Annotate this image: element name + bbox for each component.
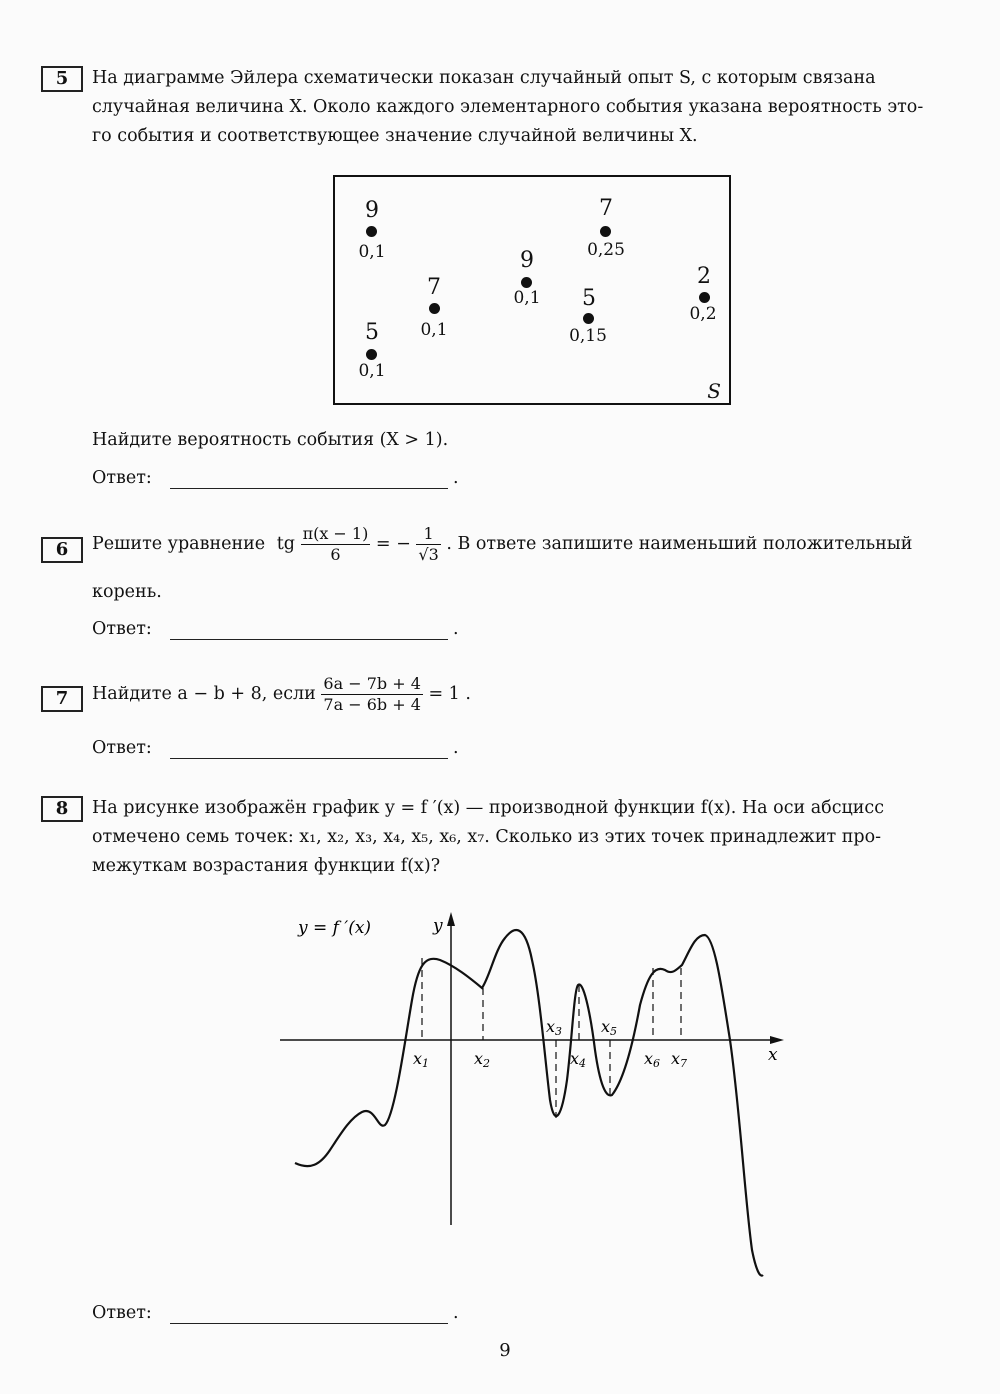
event-prob: 0,15 (569, 326, 607, 346)
problem-8-line1: На рисунке изображён график y = f ′(x) — производной функции f(x). На оси абсцисс (92, 798, 885, 818)
event-prob: 0,25 (587, 240, 625, 260)
rhs-numerator: 1 (416, 524, 440, 545)
problem-5-number: 5 (41, 66, 83, 92)
problem-7-answer-label: Ответ: (92, 738, 152, 758)
event-prob: 0,1 (513, 288, 541, 308)
problem-5-line1: На диаграмме Эйлера схематически показан случайный опыт S, с которым связана (92, 68, 876, 88)
event-prob: 0,2 (689, 304, 717, 324)
problem-8-answer-label: Ответ: (92, 1303, 152, 1323)
fraction-denominator: 6 (330, 545, 341, 564)
event-value: 2 (697, 264, 711, 289)
problem-6-answer-label: Ответ: (92, 619, 152, 639)
point-label-x7: x7 (671, 1049, 688, 1070)
event-value: 5 (365, 320, 379, 345)
equals-sign: = − (375, 534, 411, 554)
problem-5-line2: случайная величина X. Около каждого элементарного события указана вероятность это- (92, 97, 924, 117)
point-label-x6: x6 (644, 1049, 661, 1070)
event-value: 7 (427, 275, 441, 300)
tg-symbol: tg (276, 534, 295, 554)
derivative-curve (295, 930, 763, 1276)
event-prob: 0,1 (358, 242, 386, 262)
problem-6-line2: корень. (92, 582, 162, 602)
fraction-numerator: 6a − 7b + 4 (323, 674, 421, 693)
diagram-label-s: S (707, 379, 721, 403)
x-axis-arrow (770, 1036, 784, 1044)
page-number: 9 (499, 1340, 511, 1361)
rhs-denominator: √3 (418, 545, 439, 564)
y-axis-label: y (433, 916, 443, 936)
problem-6-number: 6 (41, 537, 83, 563)
problem-8-line2: отмечено семь точек: x₁, x₂, x₃, x₄, x₅, x₆, x₇. Сколько из этих точек принадлежит про- (92, 827, 882, 847)
problem-5-question: Найдите вероятность события (X > 1). (92, 430, 449, 450)
point-label-x1: x1 (413, 1049, 430, 1070)
fraction-numerator: π(x − 1) (302, 524, 369, 543)
problem-6-text-start: Решите уравнение (92, 534, 266, 554)
problem-6-answer-dot: . (453, 619, 459, 639)
event-value: 9 (520, 248, 534, 273)
event-value: 9 (365, 198, 379, 223)
problem-7-number: 7 (41, 686, 83, 712)
problem-7-text-start: Найдите a − b + 8, если (92, 684, 316, 704)
problem-5-answer-dot: . (453, 468, 459, 488)
problem-6-text-end: . В ответе запишите наименьший положительный (446, 534, 913, 554)
problem-7-text-end: = 1 . (428, 684, 471, 704)
graph-label: y = f ′(x) (298, 918, 372, 938)
problem-8-answer-field[interactable] (170, 1323, 448, 1324)
problem-8-answer-dot: . (453, 1303, 459, 1323)
problem-8-line3: межуткам возрастания функции f(x)? (92, 856, 441, 876)
problem-5-answer-label: Ответ: (92, 468, 152, 488)
problem-7-answer-dot: . (453, 738, 459, 758)
problem-5-line3: го события и соответствующее значение случайной величины X. (92, 126, 698, 146)
point-label-x4: x4 (570, 1049, 587, 1070)
event-prob: 0,1 (358, 361, 386, 381)
problem-8-number: 8 (41, 796, 83, 822)
point-label-x2: x2 (474, 1049, 491, 1070)
event-value: 7 (599, 196, 613, 221)
event-value: 5 (582, 286, 596, 311)
point-label-x3: x3 (546, 1017, 563, 1038)
x-axis-label: x (768, 1045, 778, 1065)
fraction-denominator: 7a − 6b + 4 (323, 695, 421, 714)
y-axis-arrow (447, 912, 455, 926)
event-prob: 0,1 (420, 320, 448, 340)
point-label-x5: x5 (601, 1017, 618, 1038)
